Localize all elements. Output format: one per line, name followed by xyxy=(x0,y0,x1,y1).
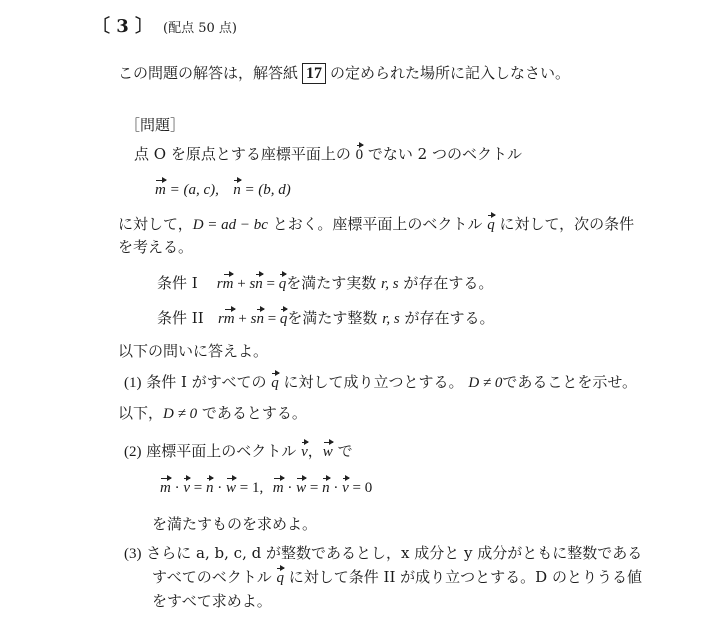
line1-text-b: でない 2 つのベクトル xyxy=(367,145,522,163)
question-1-number: (1) xyxy=(124,375,142,391)
q1-condition: D ≠ 0 xyxy=(468,375,503,391)
cond1-eq: = xyxy=(262,276,279,292)
question-3-line-1 xyxy=(124,546,642,562)
instruction-answer: 以下の問いに答えよ。 xyxy=(118,342,269,360)
cond1-s: s xyxy=(249,276,256,292)
q2-text-b: で xyxy=(337,442,353,460)
eq-dot-3: · xyxy=(283,480,297,496)
eq-equals-2: = xyxy=(306,480,323,496)
eq-dot-2: · xyxy=(213,480,226,496)
eq-w1: w xyxy=(225,480,236,496)
eq-value-2: = 0 xyxy=(348,480,373,496)
line3-text-c: に対して，次の条件 xyxy=(499,215,635,233)
vector-m-rhs: = (a, c), xyxy=(165,182,219,198)
determinant-formula: D = ad − bc xyxy=(192,217,268,233)
question-2 xyxy=(124,444,353,460)
cond2-s: s xyxy=(250,311,257,327)
q1-vector-q: q xyxy=(271,375,279,391)
vector-n: n xyxy=(233,182,241,198)
cond1-tail: が存在する。 xyxy=(403,274,494,292)
cond2-eq: = xyxy=(263,311,280,327)
condition-1-label: 条件 I xyxy=(157,274,198,292)
cond2-tail: が存在する。 xyxy=(404,309,495,327)
q3-line2a: すべてのベクトル xyxy=(152,568,272,586)
eq-m2: m xyxy=(272,480,284,496)
eq-equals-1: = xyxy=(190,480,206,496)
cond1-vector-m: m xyxy=(222,276,234,292)
q1-text-b: に対して成り立つとする。 xyxy=(283,373,464,391)
vector-m: m xyxy=(155,182,166,198)
problem-line-4: を考える。 xyxy=(118,238,194,256)
eq-dot-1: · xyxy=(170,480,184,496)
eq-w2: w xyxy=(296,480,307,496)
q3-line1: さらに a, b, c, d が整数であるとし，x 成分と y 成分がともに整数である xyxy=(146,544,643,562)
problem-line-1 xyxy=(134,147,522,163)
condition-1 xyxy=(157,276,493,292)
q2-vector-w: w xyxy=(322,444,333,460)
line1-text-a: 点 O を原点とする座標平面上の xyxy=(134,145,351,163)
problem-line-3 xyxy=(118,217,634,233)
assume-b: D ≠ 0 xyxy=(163,406,198,422)
instruction-pre: この問題の解答は，解答紙 xyxy=(118,64,299,82)
question-3-line-2 xyxy=(152,570,642,586)
problem-number: 〔 3 〕 xyxy=(92,16,154,37)
condition-2-label: 条件 II xyxy=(157,309,204,327)
q2-equation xyxy=(160,480,372,496)
eq-dot-4: · xyxy=(329,480,343,496)
cond2-vector-n: n xyxy=(256,311,264,327)
cond2-vector-m: m xyxy=(223,311,235,327)
assumption-line xyxy=(118,406,307,422)
answer-sheet-number: 17 xyxy=(302,63,326,84)
points-label: (配点 50 点) xyxy=(163,21,237,36)
eq-value-1: = 1, xyxy=(236,480,264,496)
cond1-rest: を満たす実数 xyxy=(286,274,377,292)
q1-text-a: 条件 I がすべての xyxy=(146,373,267,391)
vector-q: q xyxy=(487,217,495,233)
cond2-r: r xyxy=(217,311,224,327)
condition-2 xyxy=(157,311,495,327)
line3-text-a: に対して， xyxy=(118,215,193,233)
instruction-post: の定められた場所に記入しなさい。 xyxy=(330,64,571,82)
cond2-plus: + xyxy=(234,311,251,327)
vector-n-rhs: = (b, d) xyxy=(240,182,291,198)
eq-n1: n xyxy=(205,480,214,496)
line3-text-b: とおく。座標平面上のベクトル xyxy=(272,215,483,233)
question-1 xyxy=(124,375,637,391)
question-3-number: (3) xyxy=(124,546,142,562)
cond1-vector-q: q xyxy=(278,276,287,292)
question-2-number: (2) xyxy=(124,444,142,460)
eq-m1: m xyxy=(160,480,171,496)
q2-text-c: を満たすものを求めよ。 xyxy=(152,515,318,533)
cond1-vector-n: n xyxy=(255,276,263,292)
zero-vector: 0 xyxy=(355,147,364,163)
q3-line2b: に対して条件 II が成り立つとする。D のとりうる値 xyxy=(288,568,642,586)
cond2-rs: r, s xyxy=(382,311,400,327)
cond1-r: r xyxy=(216,276,223,292)
q2-comma: ， xyxy=(307,442,323,460)
problem-label: ［問題］ xyxy=(125,116,186,134)
instruction-line xyxy=(118,63,570,84)
assume-c: であるとする。 xyxy=(201,404,307,422)
q1-text-d: であることを示せ。 xyxy=(502,373,637,391)
eq-v1: v xyxy=(183,480,191,496)
q3-vector-q: q xyxy=(276,570,284,586)
cond2-rest: を満たす整数 xyxy=(287,309,378,327)
vector-definition xyxy=(155,182,291,198)
cond2-vector-q: q xyxy=(279,311,288,327)
cond1-rs: r, s xyxy=(381,276,399,292)
assume-a: 以下， xyxy=(118,404,164,422)
eq-n2: n xyxy=(322,480,330,496)
question-3-line-3: をすべて求めよ。 xyxy=(152,592,272,610)
q2-text-a: 座標平面上のベクトル xyxy=(146,442,297,460)
cond1-plus: + xyxy=(233,276,250,292)
q2-vector-v: v xyxy=(301,444,308,460)
eq-v2: v xyxy=(342,480,349,496)
